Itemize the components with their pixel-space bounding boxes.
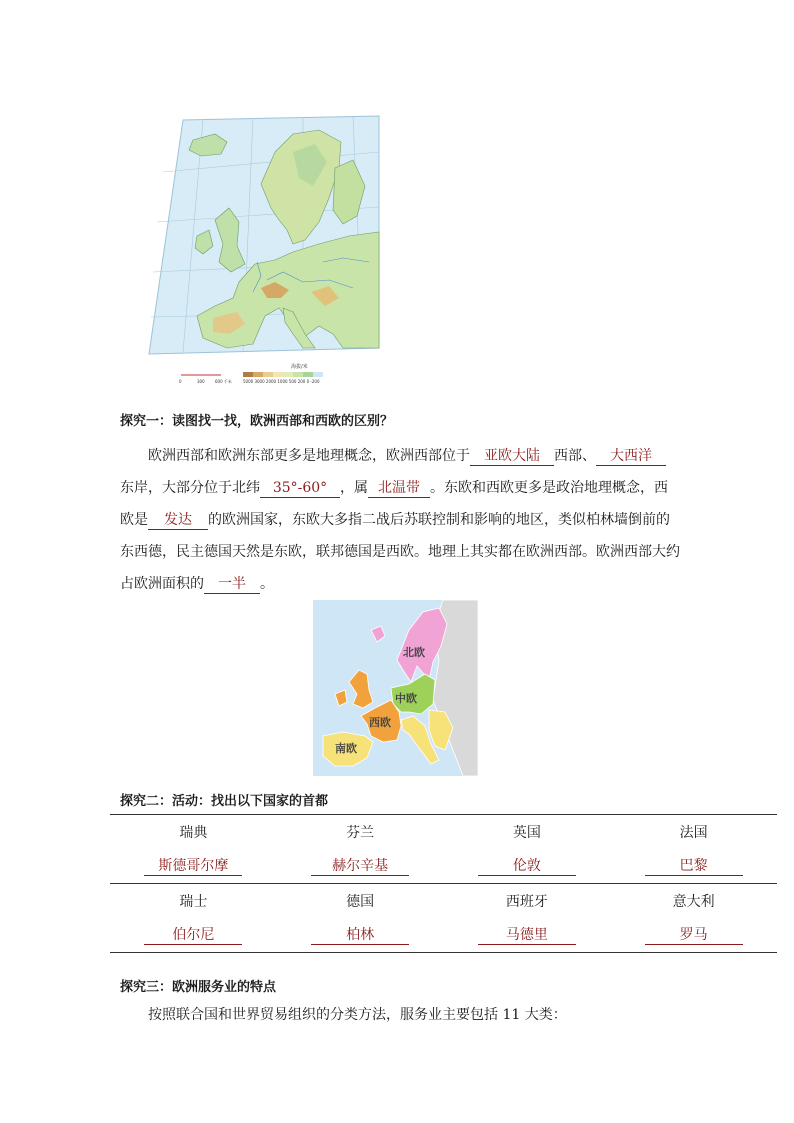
blank-ocean: 大西洋 <box>596 447 666 466</box>
line5-text-b: 。 <box>260 576 274 592</box>
country-cell: 德国 <box>277 884 444 919</box>
capital-cell <box>610 918 777 953</box>
label-west-europe: 西欧 <box>369 716 391 729</box>
capital-cell <box>110 918 277 953</box>
scale-mid: 300 <box>197 379 205 384</box>
capital-cell <box>277 918 444 953</box>
label-north-europe: 北欧 <box>403 646 425 659</box>
capital-cell <box>110 849 277 884</box>
line2-text-a: 东岸，大部分位于北纬 <box>120 480 260 496</box>
capital-answer: 马德里 <box>478 926 576 945</box>
country-cell: 西班牙 <box>444 884 611 919</box>
capital-cell <box>610 849 777 884</box>
capital-answer: 赫尔辛基 <box>311 857 409 876</box>
table-row <box>110 918 777 953</box>
country-cell: 芬兰 <box>277 815 444 850</box>
line1-text-b: 西部、 <box>554 448 596 464</box>
capital-cell <box>444 849 611 884</box>
europe-physical-map <box>143 112 383 384</box>
table-row <box>110 884 777 919</box>
section3-heading: 探究三：欧洲服务业的特点 <box>120 980 277 995</box>
capital-answer: 巴黎 <box>645 857 743 876</box>
scale-end: 600 千米 <box>215 379 232 384</box>
blank-developed: 发达 <box>148 511 208 530</box>
section1-line1 <box>120 440 690 472</box>
capital-answer: 斯德哥尔摩 <box>144 857 242 876</box>
blank-half: 一半 <box>204 575 260 594</box>
section1-heading: 探究一：读图找一找，欧洲西部和西欧的区别？ <box>120 414 394 429</box>
country-cell: 意大利 <box>610 884 777 919</box>
line3-text-a: 欧是 <box>120 512 148 528</box>
scale-start: 0 <box>179 379 182 384</box>
europe-regions-map-svg <box>313 600 478 776</box>
section1-paragraph <box>120 440 690 600</box>
capital-answer: 柏林 <box>311 926 409 945</box>
capitals-table <box>110 814 777 953</box>
elevation-legend-values: 5000 3000 2000 1000 500 200 0 -200 <box>243 379 320 384</box>
line3-text-b: 的欧洲国家，东欧大多指二战后苏联控制和影响的地区，类似柏林墙倒前的 <box>208 512 670 528</box>
elevation-legend-swatches <box>243 372 323 377</box>
capital-cell <box>444 918 611 953</box>
capital-answer: 伦敦 <box>478 857 576 876</box>
label-south-europe: 南欧 <box>335 742 357 755</box>
blank-latitude: 35°-60° <box>260 479 340 498</box>
europe-physical-map-svg <box>143 112 383 384</box>
capital-cell <box>277 849 444 884</box>
section2-heading: 探究二：活动：找出以下国家的首都 <box>120 794 329 809</box>
blank-continent: 亚欧大陆 <box>470 447 554 466</box>
section1-line2 <box>120 472 690 504</box>
elevation-legend-title: 海拔/米 <box>291 364 308 370</box>
country-cell: 法国 <box>610 815 777 850</box>
table-row <box>110 815 777 850</box>
section1-line3 <box>120 504 690 536</box>
blank-zone: 北温带 <box>368 479 430 498</box>
section3-paragraph: 按照联合国和世界贸易组织的分类方法，服务业主要包括 11 大类： <box>148 1007 567 1023</box>
country-cell: 英国 <box>444 815 611 850</box>
country-cell: 瑞典 <box>110 815 277 850</box>
table-row <box>110 849 777 884</box>
country-cell: 瑞士 <box>110 884 277 919</box>
label-central-europe: 中欧 <box>395 692 417 705</box>
line1-text-a: 欧洲西部和欧洲东部更多是地理概念，欧洲西部位于 <box>148 448 470 464</box>
capital-answer: 罗马 <box>645 926 743 945</box>
section1-line5 <box>120 568 690 600</box>
section1-line4: 东西德，民主德国天然是东欧，联邦德国是西欧。地理上其实都在欧洲西部。欧洲西部大约 <box>120 544 680 560</box>
line5-text-a: 占欧洲面积的 <box>120 576 204 592</box>
europe-regions-map <box>313 600 478 776</box>
capital-answer: 伯尔尼 <box>144 926 242 945</box>
line2-text-c: 。东欧和西欧更多是政治地理概念，西 <box>430 480 668 496</box>
line2-text-b: ，属 <box>340 480 368 496</box>
